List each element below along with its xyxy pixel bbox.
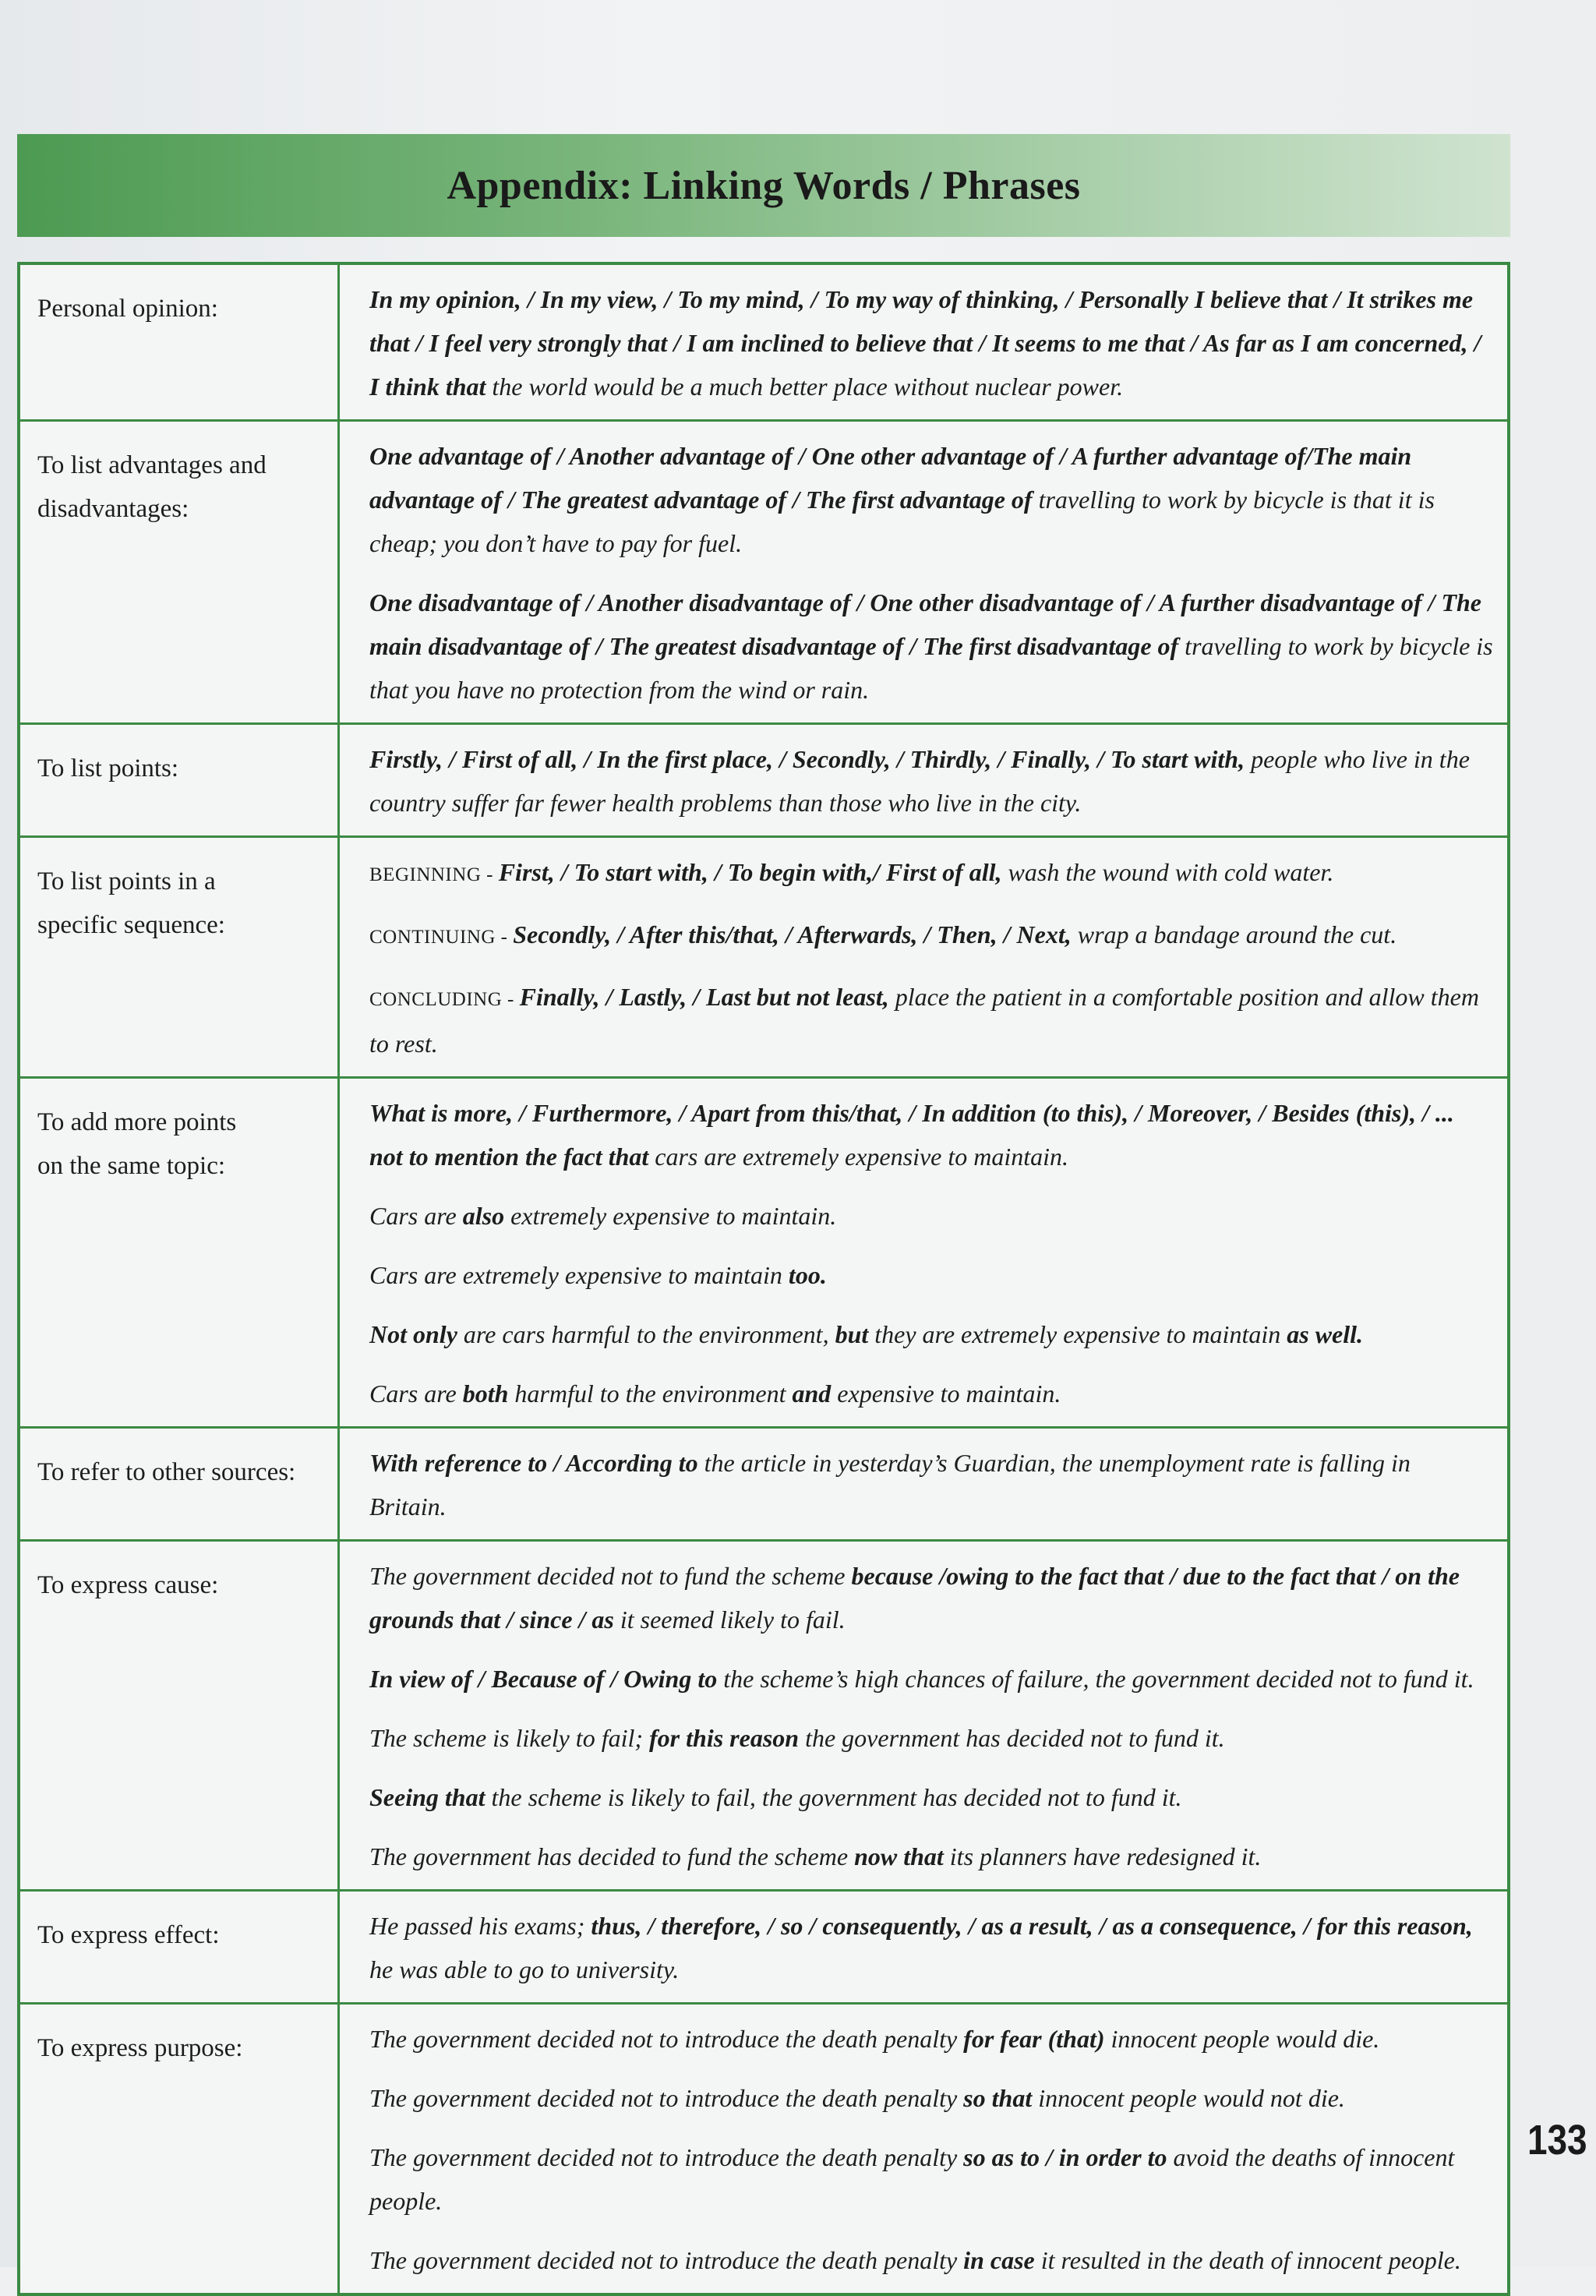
row-examples xyxy=(340,1542,1507,1889)
linking-phrase: as well. xyxy=(1287,1320,1363,1348)
row-label-line: disadvantages: xyxy=(37,495,189,523)
example-sentence xyxy=(369,1904,1493,1991)
sequence-stage-label: CONTINUING - xyxy=(369,927,514,948)
row-label xyxy=(20,1429,340,1539)
example-text: extremely expensive to maintain. xyxy=(504,1202,837,1230)
example-text: expensive to maintain. xyxy=(831,1379,1061,1408)
row-label-line: To list points in a xyxy=(37,867,216,895)
row-label-line: To list advantages and xyxy=(37,451,267,479)
linking-phrase: because /owing to the fact that / due to the fact that / on the grounds that / since / as xyxy=(369,1562,1460,1634)
row-examples xyxy=(340,1892,1507,2002)
row-examples xyxy=(340,2005,1507,2293)
example-sentence xyxy=(369,1194,1493,1238)
example-text: it seemed likely to fail. xyxy=(613,1605,846,1634)
example-sentence xyxy=(369,1716,1493,1760)
example-sentence xyxy=(369,2017,1493,2061)
example-text: the government has decided not to fund it. xyxy=(799,1724,1225,1752)
example-text: he was able to go to university. xyxy=(369,1955,680,1983)
linking-phrase: Finally, / Lastly, / Last but not least, xyxy=(519,983,889,1011)
example-text: people who live in the country suffer far fewer health problems than those who live in the city. xyxy=(369,745,1470,817)
example-text: innocent people would not die. xyxy=(1032,2084,1345,2112)
example-sentence xyxy=(369,1835,1493,1878)
linking-phrase: but xyxy=(835,1320,869,1348)
linking-phrase: Firstly, / First of all, / In the first place, / Secondly, / Thirdly, / Finally, / To start with, xyxy=(369,745,1245,773)
linking-phrase: in case xyxy=(963,2246,1035,2274)
example-sentence xyxy=(369,1372,1493,1415)
example-text: the article in yesterday’s Guardian, the unemployment rate is falling in Britain. xyxy=(369,1449,1411,1521)
linking-phrase: also xyxy=(462,1202,505,1230)
row-examples xyxy=(340,725,1507,835)
linking-phrase: What is more, / Furthermore, / Apart from this/that, / In addition (to this), / Moreover, / Besides (this), / ... not to mention the fact that xyxy=(369,1099,1454,1171)
example-sentence xyxy=(369,434,1493,565)
sequence-stage-label: BEGINNING - xyxy=(369,864,499,885)
sequence-stage-label: CONCLUDING - xyxy=(369,989,520,1010)
linking-phrase: In view of / Because of / Owing to xyxy=(369,1665,718,1693)
table-row xyxy=(20,1076,1507,1426)
linking-phrase: for fear (that) xyxy=(963,2025,1105,2053)
row-examples xyxy=(340,838,1507,1076)
example-sentence xyxy=(369,2238,1493,2282)
linking-phrase: First, / To start with, / To begin with,/ First of all, xyxy=(498,858,1002,886)
row-label xyxy=(20,1542,340,1889)
row-label xyxy=(20,1892,340,2002)
example-text: its planners have redesigned it. xyxy=(943,1842,1262,1870)
row-label xyxy=(20,422,340,722)
table-row xyxy=(20,419,1507,722)
example-text: the scheme’s high chances of failure, the government decided not to fund it. xyxy=(717,1665,1474,1693)
linking-phrase: so that xyxy=(963,2084,1033,2112)
linking-phrase: for this reason xyxy=(649,1724,800,1752)
example-text: travelling to work by bicycle is that you have no protection from the wind or rain. xyxy=(369,632,1493,704)
example-text: travelling to work by bicycle is that it is cheap; you don’t have to pay for fuel. xyxy=(369,486,1435,557)
row-label-line: specific sequence: xyxy=(37,911,225,939)
table-row xyxy=(20,722,1507,835)
row-label xyxy=(20,1079,340,1426)
example-sentence xyxy=(369,737,1493,825)
example-sentence xyxy=(369,2076,1493,2120)
row-label xyxy=(20,838,340,1076)
table-row xyxy=(20,835,1507,1076)
example-text: are cars harmful to the environment, xyxy=(457,1320,835,1348)
example-text: wash the wound with cold water. xyxy=(1001,858,1334,886)
page-title: Appendix: Linking Words / Phrases xyxy=(447,163,1081,208)
example-sentence xyxy=(369,1775,1493,1819)
example-text: place the patient in a comfortable position and allow them to rest. xyxy=(369,983,1479,1058)
row-examples xyxy=(340,1429,1507,1539)
linking-words-table xyxy=(17,262,1510,2296)
row-examples xyxy=(340,1079,1507,1426)
linking-phrase: and xyxy=(792,1379,832,1408)
example-text: it resulted in the death of innocent people. xyxy=(1034,2246,1461,2274)
table-row xyxy=(20,1889,1507,2002)
example-sentence xyxy=(369,1657,1493,1701)
example-text: The government decided not to introduce the death penalty xyxy=(369,2025,964,2053)
example-text: wrap a bandage around the cut. xyxy=(1071,920,1397,948)
example-text: The government has decided to fund the scheme xyxy=(369,1842,855,1870)
row-label-line: To add more points xyxy=(37,1108,237,1136)
example-text: The scheme is likely to fail; xyxy=(369,1724,650,1752)
table-row xyxy=(20,1539,1507,1889)
row-label-line: on the same topic: xyxy=(37,1152,226,1180)
example-sentence xyxy=(369,1253,1493,1297)
example-sentence xyxy=(369,913,1493,959)
example-text: He passed his exams; xyxy=(369,1912,591,1940)
example-sentence xyxy=(369,1554,1493,1641)
example-text: the scheme is likely to fail, the government has decided not to fund it. xyxy=(485,1783,1182,1811)
page-number: 133 xyxy=(1527,2117,1587,2164)
linking-phrase: Seeing that xyxy=(369,1783,486,1811)
example-text: The government decided not to fund the scheme xyxy=(369,1562,852,1590)
example-text: Cars are xyxy=(369,1379,463,1408)
example-text: innocent people would die. xyxy=(1104,2025,1380,2053)
row-label-line: Personal opinion: xyxy=(37,295,218,323)
table-row xyxy=(20,1426,1507,1539)
row-label xyxy=(20,265,340,419)
example-sentence xyxy=(369,1441,1493,1528)
appendix-header xyxy=(17,134,1510,237)
linking-phrase: so as to / in order to xyxy=(963,2143,1167,2171)
row-examples xyxy=(340,265,1507,419)
example-text: Cars are extremely expensive to maintain xyxy=(369,1261,789,1289)
table-row xyxy=(20,265,1507,419)
example-text: The government decided not to introduce the death penalty xyxy=(369,2246,964,2274)
example-text: The government decided not to introduce the death penalty xyxy=(369,2143,964,2171)
row-label-line: To express cause: xyxy=(37,1571,219,1599)
example-sentence xyxy=(369,1312,1493,1356)
row-label-line: To express purpose: xyxy=(37,2034,243,2062)
example-text: the world would be a much better place without nuclear power. xyxy=(486,373,1124,401)
example-sentence xyxy=(369,975,1493,1065)
example-text: they are extremely expensive to maintain xyxy=(868,1320,1287,1348)
example-text: cars are extremely expensive to maintain. xyxy=(648,1143,1069,1171)
row-label-line: To refer to other sources: xyxy=(37,1458,296,1486)
linking-phrase: With reference to / According to xyxy=(369,1449,698,1477)
example-sentence xyxy=(369,1091,1493,1178)
example-sentence xyxy=(369,2135,1493,2223)
example-sentence xyxy=(369,850,1493,897)
row-examples xyxy=(340,422,1507,722)
example-text: avoid the deaths of innocent people. xyxy=(369,2143,1455,2215)
row-label-line: To list points: xyxy=(37,754,179,782)
linking-phrase: too. xyxy=(788,1261,827,1289)
table-row xyxy=(20,2002,1507,2293)
row-label-line: To express effect: xyxy=(37,1921,220,1949)
linking-phrase: now that xyxy=(854,1842,944,1870)
linking-phrase: both xyxy=(462,1379,509,1408)
example-text: The government decided not to introduce the death penalty xyxy=(369,2084,964,2112)
row-label xyxy=(20,725,340,835)
linking-phrase: One advantage of / Another advantage of / One other advantage of / A further advantage of/The main advantage of / The greatest advantage of / The first advantage of xyxy=(369,442,1412,514)
example-text: Cars are xyxy=(369,1202,463,1230)
example-sentence xyxy=(369,277,1493,408)
example-text: harmful to the environment xyxy=(508,1379,793,1408)
linking-phrase: In my opinion, / In my view, / To my mind, / To my way of thinking, / Personally I believe that / It strikes me that / I feel very strongly that / I am inclined to believe that / It seems to me that / As far as I am concerned, / I think that xyxy=(369,285,1481,401)
linking-phrase: thus, / therefore, / so / consequently, / as a result, / as a consequence, / for this reason, xyxy=(591,1912,1473,1940)
linking-phrase: Secondly, / After this/that, / Afterwards, / Then, / Next, xyxy=(513,920,1072,948)
example-sentence xyxy=(369,581,1493,712)
linking-phrase: One disadvantage of / Another disadvantage of / One other disadvantage of / A further disadvantage of / The main disadvantage of / The greatest disadvantage of / The first disadvantage of xyxy=(369,588,1481,660)
linking-phrase: Not only xyxy=(369,1320,457,1348)
row-label xyxy=(20,2005,340,2293)
